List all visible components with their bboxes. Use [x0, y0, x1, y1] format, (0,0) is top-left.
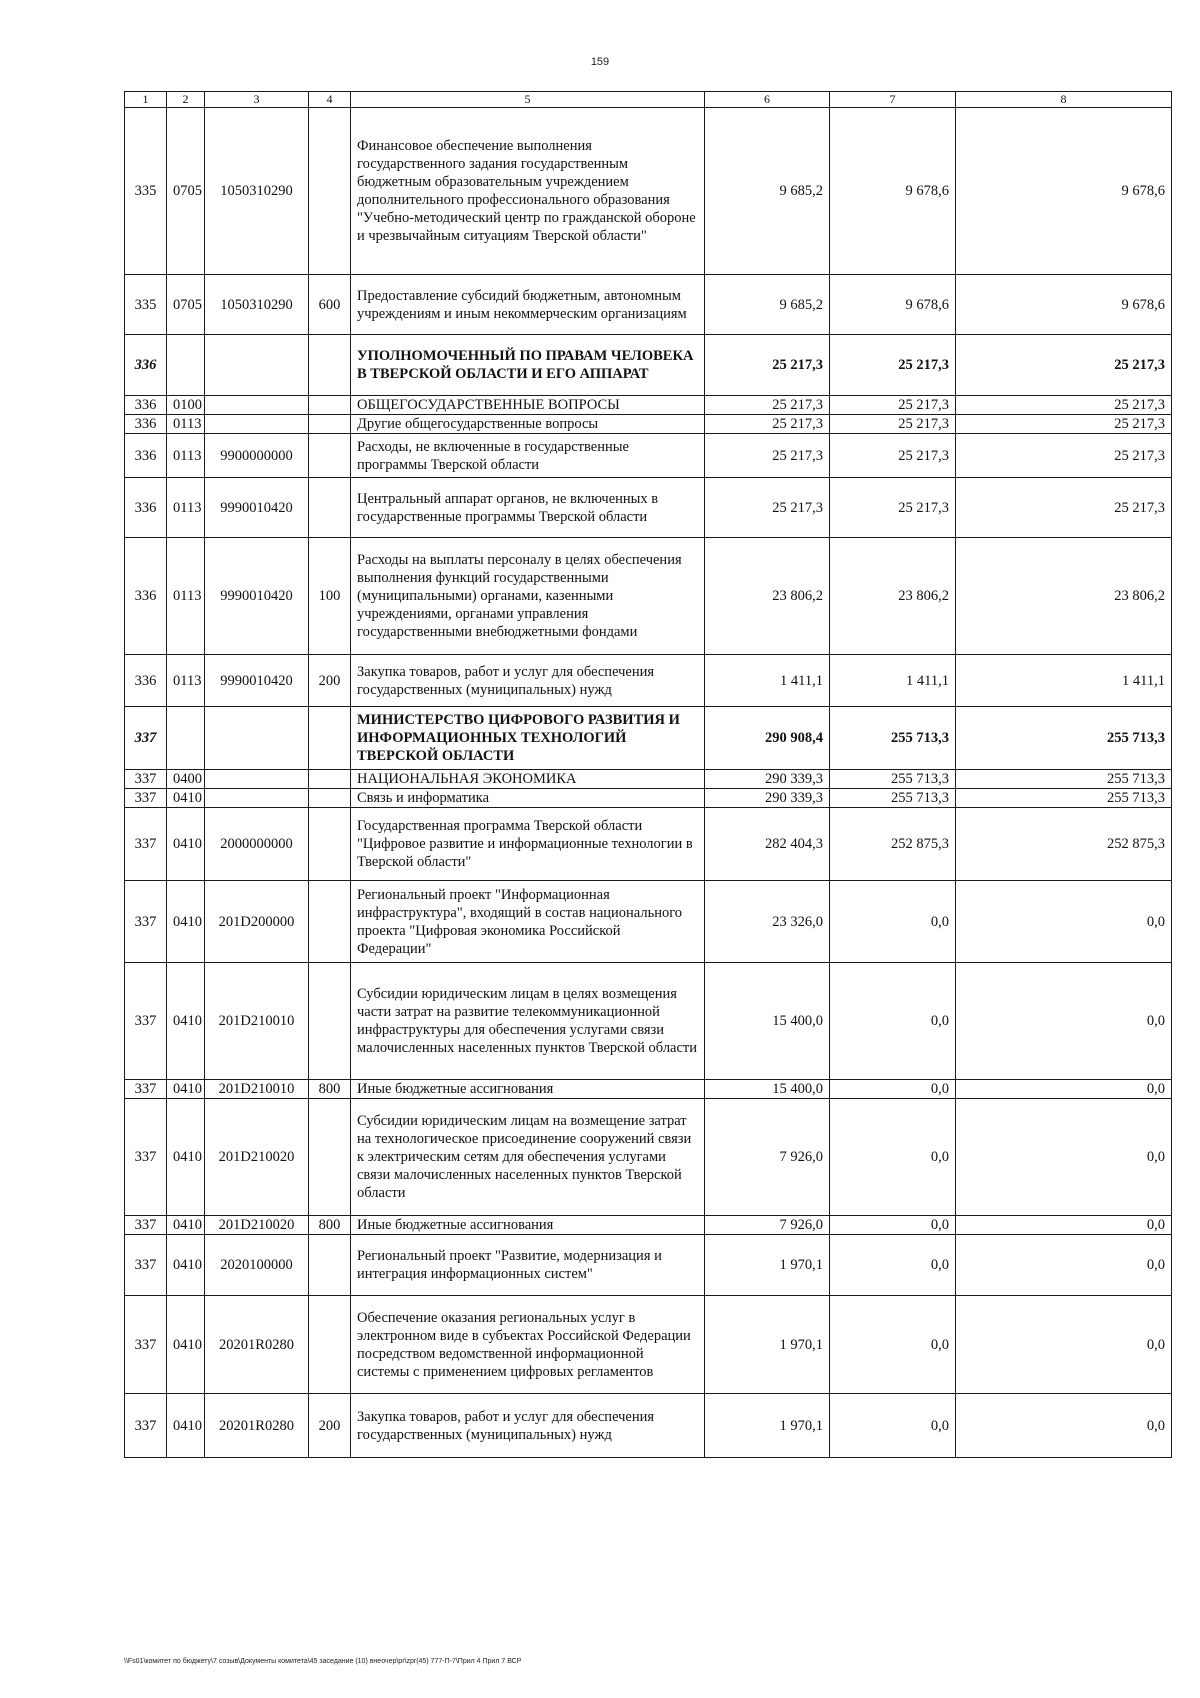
cell-amount-year3: 25 217,3 [956, 396, 1172, 415]
cell-target-article: 201D200000 [205, 881, 309, 963]
table-row [125, 1099, 1172, 1216]
cell-amount-year3: 9 678,6 [956, 275, 1172, 335]
cell-section-code: 0410 [167, 808, 205, 881]
cell-description: Центральный аппарат органов, не включенных в государственные программы Тверской области [351, 478, 705, 538]
cell-expense-type [309, 1099, 351, 1216]
cell-amount-year1: 290 339,3 [705, 770, 830, 789]
cell-expense-type [309, 335, 351, 396]
cell-section-code: 0410 [167, 963, 205, 1080]
cell-expense-type [309, 396, 351, 415]
cell-expense-type [309, 478, 351, 538]
cell-amount-year1: 23 806,2 [705, 538, 830, 655]
cell-amount-year3: 255 713,3 [956, 789, 1172, 808]
cell-ministry-code: 336 [125, 396, 167, 415]
header-cell: 4 [309, 92, 351, 108]
cell-ministry-code: 335 [125, 108, 167, 275]
cell-amount-year3: 9 678,6 [956, 108, 1172, 275]
table-row [125, 538, 1172, 655]
table-row [125, 275, 1172, 335]
cell-ministry-code: 337 [125, 1080, 167, 1099]
cell-amount-year1: 25 217,3 [705, 434, 830, 478]
cell-amount-year2: 255 713,3 [830, 789, 956, 808]
header-cell: 1 [125, 92, 167, 108]
table-row [125, 1394, 1172, 1458]
table-row [125, 770, 1172, 789]
cell-ministry-code: 337 [125, 1296, 167, 1394]
cell-target-article: 201D210020 [205, 1099, 309, 1216]
cell-section-code [167, 335, 205, 396]
cell-target-article: 2020100000 [205, 1235, 309, 1296]
cell-amount-year1: 290 339,3 [705, 789, 830, 808]
cell-amount-year1: 15 400,0 [705, 1080, 830, 1099]
cell-description: Закупка товаров, работ и услуг для обеспечения государственных (муниципальных) нужд [351, 655, 705, 707]
cell-section-code: 0100 [167, 396, 205, 415]
cell-ministry-code: 337 [125, 1216, 167, 1235]
cell-description: Закупка товаров, работ и услуг для обеспечения государственных (муниципальных) нужд [351, 1394, 705, 1458]
cell-amount-year2: 25 217,3 [830, 415, 956, 434]
cell-amount-year3: 0,0 [956, 881, 1172, 963]
cell-description: Расходы, не включенные в государственные программы Тверской области [351, 434, 705, 478]
cell-amount-year3: 252 875,3 [956, 808, 1172, 881]
cell-amount-year1: 1 970,1 [705, 1296, 830, 1394]
cell-description: Иные бюджетные ассигнования [351, 1216, 705, 1235]
cell-amount-year3: 0,0 [956, 1099, 1172, 1216]
cell-amount-year3: 255 713,3 [956, 707, 1172, 770]
cell-amount-year2: 0,0 [830, 1296, 956, 1394]
cell-amount-year1: 9 685,2 [705, 275, 830, 335]
cell-section-code: 0705 [167, 108, 205, 275]
cell-target-article: 1050310290 [205, 275, 309, 335]
cell-ministry-code: 336 [125, 538, 167, 655]
header-cell: 8 [956, 92, 1172, 108]
cell-target-article: 9990010420 [205, 478, 309, 538]
cell-section-code: 0410 [167, 1099, 205, 1216]
cell-target-article [205, 789, 309, 808]
cell-amount-year3: 1 411,1 [956, 655, 1172, 707]
cell-description: Иные бюджетные ассигнования [351, 1080, 705, 1099]
cell-section-code: 0410 [167, 1394, 205, 1458]
cell-section-code: 0410 [167, 1235, 205, 1296]
cell-ministry-code: 336 [125, 655, 167, 707]
cell-target-article: 20201R0280 [205, 1296, 309, 1394]
cell-target-article: 9990010420 [205, 538, 309, 655]
cell-amount-year3: 0,0 [956, 963, 1172, 1080]
cell-ministry-code: 335 [125, 275, 167, 335]
cell-section-code: 0113 [167, 415, 205, 434]
cell-amount-year1: 25 217,3 [705, 335, 830, 396]
cell-expense-type [309, 707, 351, 770]
cell-target-article [205, 770, 309, 789]
cell-section-code: 0113 [167, 434, 205, 478]
cell-description: МИНИСТЕРСТВО ЦИФРОВОГО РАЗВИТИЯ И ИНФОРМАЦИОННЫХ ТЕХНОЛОГИЙ ТВЕРСКОЙ ОБЛАСТИ [351, 707, 705, 770]
cell-description: Связь и информатика [351, 789, 705, 808]
cell-section-code [167, 707, 205, 770]
cell-ministry-code: 337 [125, 808, 167, 881]
cell-amount-year3: 25 217,3 [956, 335, 1172, 396]
cell-expense-type [309, 1235, 351, 1296]
cell-ministry-code: 337 [125, 1099, 167, 1216]
cell-expense-type [309, 963, 351, 1080]
cell-ministry-code: 336 [125, 415, 167, 434]
cell-ministry-code: 336 [125, 478, 167, 538]
cell-ministry-code: 337 [125, 881, 167, 963]
cell-amount-year1: 290 908,4 [705, 707, 830, 770]
cell-amount-year1: 7 926,0 [705, 1216, 830, 1235]
cell-amount-year2: 0,0 [830, 881, 956, 963]
table-row [125, 335, 1172, 396]
cell-amount-year2: 252 875,3 [830, 808, 956, 881]
cell-ministry-code: 337 [125, 770, 167, 789]
table-row [125, 789, 1172, 808]
cell-ministry-code: 337 [125, 1235, 167, 1296]
cell-amount-year2: 0,0 [830, 1394, 956, 1458]
table-row [125, 655, 1172, 707]
cell-expense-type: 600 [309, 275, 351, 335]
cell-expense-type [309, 770, 351, 789]
header-cell: 6 [705, 92, 830, 108]
cell-target-article [205, 335, 309, 396]
cell-target-article: 201D210020 [205, 1216, 309, 1235]
cell-expense-type [309, 108, 351, 275]
cell-expense-type: 200 [309, 1394, 351, 1458]
budget-table [124, 91, 1172, 1458]
cell-target-article [205, 415, 309, 434]
cell-amount-year3: 0,0 [956, 1216, 1172, 1235]
table-row [125, 808, 1172, 881]
cell-amount-year1: 25 217,3 [705, 478, 830, 538]
cell-amount-year2: 0,0 [830, 1080, 956, 1099]
table-row [125, 707, 1172, 770]
cell-amount-year2: 0,0 [830, 1235, 956, 1296]
cell-amount-year2: 255 713,3 [830, 707, 956, 770]
cell-expense-type [309, 434, 351, 478]
cell-target-article: 9990010420 [205, 655, 309, 707]
cell-amount-year3: 23 806,2 [956, 538, 1172, 655]
cell-expense-type [309, 808, 351, 881]
cell-description: Государственная программа Тверской области "Цифровое развитие и информационные технологии в Тверской области" [351, 808, 705, 881]
cell-section-code: 0113 [167, 655, 205, 707]
file-path-footer: \\Fs01\комитет по бюджету\7 созыв\Документы комитета\45 заседание (10) внеочер\pr\zpr(45) 777-П-7\Прил 4 Прил 7 ВСР [124, 1658, 522, 1665]
cell-amount-year3: 0,0 [956, 1080, 1172, 1099]
cell-target-article [205, 707, 309, 770]
table-row [125, 1235, 1172, 1296]
cell-expense-type [309, 789, 351, 808]
cell-amount-year2: 23 806,2 [830, 538, 956, 655]
cell-description: Финансовое обеспечение выполнения государственного задания государственным бюджетным образовательным учреждением дополнительного профессионального образования "Учебно-методический центр по гражданской обороне и чрезвычайным ситуациям Тверской области" [351, 108, 705, 275]
cell-amount-year2: 25 217,3 [830, 434, 956, 478]
table-row [125, 881, 1172, 963]
cell-description: УПОЛНОМОЧЕННЫЙ ПО ПРАВАМ ЧЕЛОВЕКА В ТВЕРСКОЙ ОБЛАСТИ И ЕГО АППАРАТ [351, 335, 705, 396]
cell-amount-year2: 1 411,1 [830, 655, 956, 707]
table-row [125, 434, 1172, 478]
cell-amount-year3: 25 217,3 [956, 415, 1172, 434]
cell-amount-year2: 0,0 [830, 963, 956, 1080]
cell-amount-year1: 7 926,0 [705, 1099, 830, 1216]
cell-amount-year2: 25 217,3 [830, 396, 956, 415]
cell-description: ОБЩЕГОСУДАРСТВЕННЫЕ ВОПРОСЫ [351, 396, 705, 415]
cell-description: Субсидии юридическим лицам на возмещение затрат на технологическое присоединение сооружений связи к электрическим сетям для обеспечения услугами связи малочисленных населенных пунктов Тверской области [351, 1099, 705, 1216]
cell-section-code: 0113 [167, 478, 205, 538]
cell-description: Расходы на выплаты персоналу в целях обеспечения выполнения функций государственными (муниципальными) органами, казенными учреждениями, органами управления государственными внебюджетными фондами [351, 538, 705, 655]
header-row [125, 92, 1172, 108]
cell-amount-year1: 15 400,0 [705, 963, 830, 1080]
cell-amount-year1: 282 404,3 [705, 808, 830, 881]
cell-amount-year3: 0,0 [956, 1394, 1172, 1458]
table-row [125, 478, 1172, 538]
cell-expense-type: 800 [309, 1216, 351, 1235]
cell-expense-type: 100 [309, 538, 351, 655]
header-cell: 7 [830, 92, 956, 108]
cell-amount-year3: 25 217,3 [956, 434, 1172, 478]
header-cell: 3 [205, 92, 309, 108]
table-row [125, 1296, 1172, 1394]
cell-amount-year2: 0,0 [830, 1216, 956, 1235]
cell-target-article: 9900000000 [205, 434, 309, 478]
cell-amount-year3: 25 217,3 [956, 478, 1172, 538]
cell-target-article: 20201R0280 [205, 1394, 309, 1458]
table-row [125, 1216, 1172, 1235]
cell-section-code: 0400 [167, 770, 205, 789]
cell-amount-year1: 1 411,1 [705, 655, 830, 707]
cell-amount-year2: 9 678,6 [830, 108, 956, 275]
table-row [125, 396, 1172, 415]
header-cell: 2 [167, 92, 205, 108]
cell-amount-year3: 255 713,3 [956, 770, 1172, 789]
cell-description: Региональный проект "Развитие, модернизация и интеграция информационных систем" [351, 1235, 705, 1296]
cell-description: Другие общегосударственные вопросы [351, 415, 705, 434]
table-row [125, 415, 1172, 434]
page-number: 159 [590, 56, 610, 68]
cell-target-article: 201D210010 [205, 1080, 309, 1099]
cell-ministry-code: 337 [125, 707, 167, 770]
cell-amount-year2: 9 678,6 [830, 275, 956, 335]
cell-expense-type: 200 [309, 655, 351, 707]
cell-amount-year1: 1 970,1 [705, 1235, 830, 1296]
cell-section-code: 0410 [167, 789, 205, 808]
cell-amount-year1: 9 685,2 [705, 108, 830, 275]
cell-amount-year2: 25 217,3 [830, 478, 956, 538]
cell-section-code: 0113 [167, 538, 205, 655]
cell-amount-year2: 255 713,3 [830, 770, 956, 789]
cell-description: Субсидии юридическим лицам в целях возмещения части затрат на развитие телекоммуникационной инфраструктуры для обеспечения услугами связи малочисленных населенных пунктов Тверской области [351, 963, 705, 1080]
cell-expense-type: 800 [309, 1080, 351, 1099]
cell-amount-year3: 0,0 [956, 1296, 1172, 1394]
cell-expense-type [309, 1296, 351, 1394]
cell-description: НАЦИОНАЛЬНАЯ ЭКОНОМИКА [351, 770, 705, 789]
table-row [125, 963, 1172, 1080]
cell-section-code: 0705 [167, 275, 205, 335]
cell-amount-year3: 0,0 [956, 1235, 1172, 1296]
table-row [125, 1080, 1172, 1099]
cell-target-article: 1050310290 [205, 108, 309, 275]
cell-ministry-code: 337 [125, 789, 167, 808]
cell-amount-year1: 25 217,3 [705, 415, 830, 434]
cell-ministry-code: 337 [125, 1394, 167, 1458]
table-row [125, 108, 1172, 275]
header-cell: 5 [351, 92, 705, 108]
cell-amount-year1: 25 217,3 [705, 396, 830, 415]
cell-target-article: 201D210010 [205, 963, 309, 1080]
cell-description: Обеспечение оказания региональных услуг в электронном виде в субъектах Российской Федерации посредством ведомственной информационной системы с применением цифровых регламентов [351, 1296, 705, 1394]
cell-target-article [205, 396, 309, 415]
table-body [125, 108, 1172, 1458]
cell-amount-year1: 23 326,0 [705, 881, 830, 963]
cell-ministry-code: 336 [125, 434, 167, 478]
cell-expense-type [309, 415, 351, 434]
cell-ministry-code: 336 [125, 335, 167, 396]
cell-section-code: 0410 [167, 1216, 205, 1235]
cell-section-code: 0410 [167, 1296, 205, 1394]
cell-section-code: 0410 [167, 1080, 205, 1099]
cell-amount-year2: 25 217,3 [830, 335, 956, 396]
cell-expense-type [309, 881, 351, 963]
cell-section-code: 0410 [167, 881, 205, 963]
cell-description: Предоставление субсидий бюджетным, автономным учреждениям и иным некоммерческим организациям [351, 275, 705, 335]
cell-target-article: 2000000000 [205, 808, 309, 881]
cell-description: Региональный проект "Информационная инфраструктура", входящий в состав национального проекта "Цифровая экономика Российской Федерации" [351, 881, 705, 963]
cell-ministry-code: 337 [125, 963, 167, 1080]
cell-amount-year2: 0,0 [830, 1099, 956, 1216]
cell-amount-year1: 1 970,1 [705, 1394, 830, 1458]
